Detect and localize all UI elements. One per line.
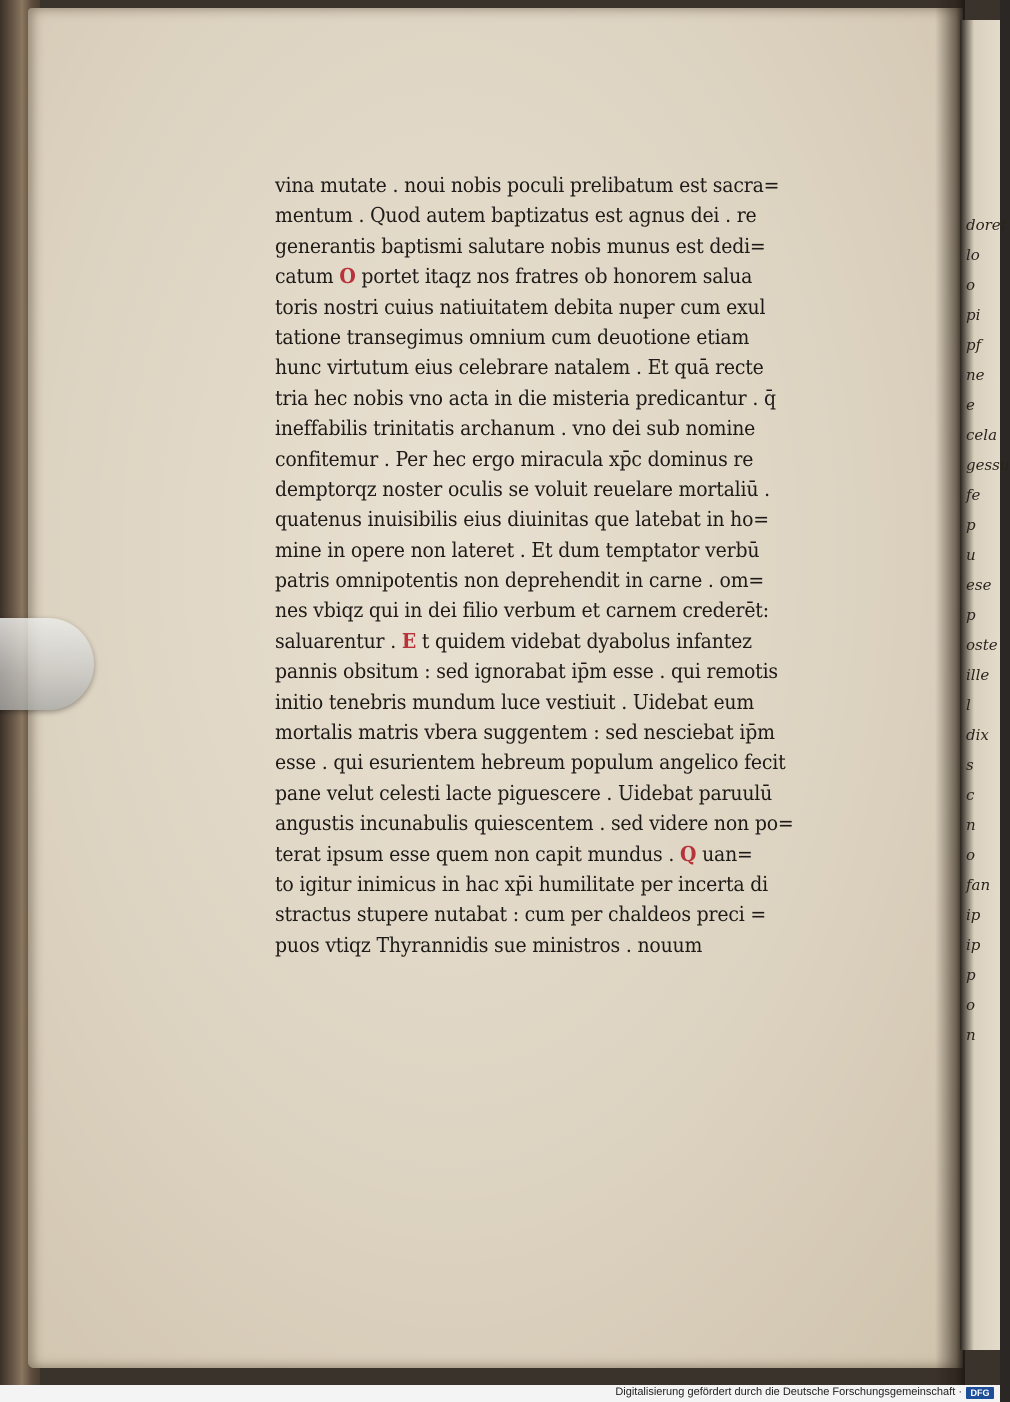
next-page-fragment: lo	[966, 246, 980, 264]
text-line: ineffabilis trinitatis archanum . vno dei sub nomine	[275, 416, 756, 441]
next-page-fragment: fan	[966, 876, 991, 894]
next-page-fragment: pi	[966, 306, 981, 324]
red-initial-q: Q	[679, 841, 697, 866]
text-line: tria hec nobis vno acta in die misteria predicantur . q̄	[275, 385, 776, 410]
next-page-fragment: fe	[966, 486, 981, 504]
next-page-fragment: n	[966, 816, 976, 834]
text-line: mine in opere non lateret . Et dum temptator verbū	[275, 537, 760, 562]
text-line: quatenus inuisibilis eius diuinitas que latebat in ho=	[275, 507, 769, 532]
next-page-fragment: ip	[966, 906, 981, 924]
text-line: generantis baptismi salutare nobis munus est dedi=	[275, 233, 766, 258]
text-line: toris nostri cuius natiuitatem debita nuper cum exul	[275, 294, 766, 319]
next-page-fragment: pf	[966, 336, 982, 354]
text-line	[275, 626, 836, 656]
text-line: to igitur inimicus in hac xp̄i humilitate per incerta di	[275, 871, 768, 896]
text-line: mortalis matris vbera suggentem : sed nesciebat ip̄m	[275, 720, 775, 745]
next-page-fragment: p	[966, 516, 976, 534]
text-segment: t quidem videbat dyabolus infantez	[421, 628, 752, 653]
next-page-fragment: cela	[966, 426, 998, 444]
next-page-fragment: ip	[966, 936, 981, 954]
next-page-fragment: l	[966, 696, 971, 714]
text-line	[275, 839, 836, 869]
text-segment: terat ipsum esse quem non capit mundus .	[275, 841, 675, 866]
next-page-edge	[960, 20, 1010, 1350]
footer-bar	[0, 1385, 1000, 1402]
next-page-fragment: e	[966, 396, 975, 414]
next-page-fragment: gessu	[966, 456, 1010, 474]
next-page-fragment: ne	[966, 366, 985, 384]
red-initial-o: O	[339, 264, 356, 289]
next-page-fragment: ille	[966, 666, 990, 684]
text-line: tatione transegimus omnium cum deuotione etiam	[275, 324, 750, 349]
next-page-fragment: o	[966, 276, 976, 294]
text-line: stractus stupere nutabat : cum per chaldeos preci =	[275, 902, 766, 927]
footer-credit: Digitalisierung gefördert durch die Deutsche Forschungsgemeinschaft ·	[615, 1386, 962, 1398]
text-segment: saluarentur .	[275, 628, 397, 653]
text-segment: catum	[275, 264, 334, 289]
text-segment: portet itaqz nos fratres ob honorem salua	[361, 264, 753, 289]
next-page-fragment: dix	[966, 726, 989, 744]
text-line: confitemur . Per hec ergo miracula xp̄c dominus re	[275, 446, 754, 471]
text-line: esse . qui esurientem hebreum populum angelico fecit	[275, 750, 786, 775]
next-page-fragment: s	[966, 756, 974, 774]
next-page-fragment: oste	[966, 636, 998, 654]
page-clip	[0, 618, 94, 710]
text-line: initio tenebris mundum luce vestiuit . Uidebat eum	[275, 689, 755, 714]
next-page-fragment: p	[966, 606, 976, 624]
next-page-fragment: n	[966, 1026, 976, 1044]
next-page-fragment: ese	[966, 576, 992, 594]
text-line: pannis obsitum : sed ignorabat ip̄m esse . qui remotis	[275, 659, 778, 684]
text-line: demptorqz noster oculis se voluit reuelare mortaliū .	[275, 476, 770, 501]
text-line: nes vbiqz qui in dei filio verbum et carnem crederēt:	[275, 598, 769, 623]
text-column	[275, 170, 885, 960]
text-line: patris omnipotentis non deprehendit in carne . om=	[275, 568, 765, 593]
next-page-fragment: u	[966, 546, 976, 564]
text-line: hunc virtutum eius celebrare natalem . Et quā recte	[275, 355, 764, 380]
text-line: puos vtiqz Thyrannidis sue ministros . nouum	[275, 932, 703, 957]
text-segment: uan=	[702, 841, 753, 866]
next-page-fragment: doret	[966, 216, 1007, 234]
text-line	[275, 261, 836, 291]
text-line: mentum . Quod autem baptizatus est agnus dei . re	[275, 203, 757, 228]
next-page-fragment: p	[966, 966, 976, 984]
next-page-fragment: o	[966, 846, 976, 864]
red-initial-e: E	[401, 628, 417, 653]
text-line: vina mutate . noui nobis poculi prelibatum est sacra=	[275, 173, 780, 197]
next-page-fragment: c	[966, 786, 975, 804]
next-page-fragment: o	[966, 996, 976, 1014]
text-line: pane velut celesti lacte piguescere . Uidebat paruulū	[275, 780, 773, 805]
text-line: angustis incunabulis quiescentem . sed videre non po=	[275, 811, 794, 836]
dfg-logo: DFG	[966, 1387, 994, 1399]
